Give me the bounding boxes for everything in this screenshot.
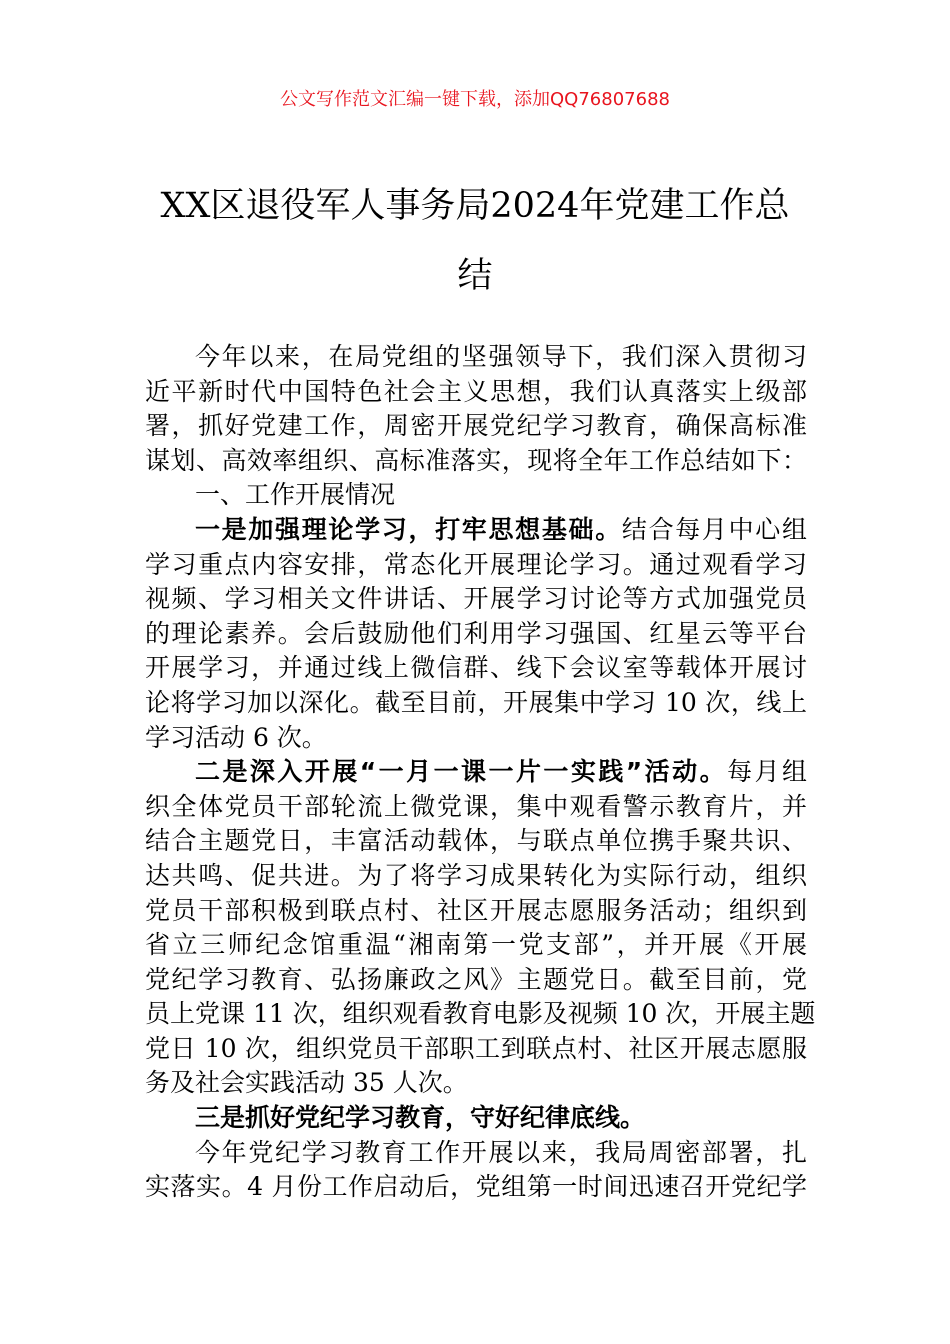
- document-title-line-1: XX区退役军人事务局2024年党建工作总: [160, 186, 790, 226]
- line-text: 党日 10 次，组织党员干部职工到联点村、社区开展志愿服: [145, 1033, 807, 1063]
- text-line: [145, 1032, 807, 1067]
- line-text: 省立三师纪念馆重温“湘南第一党支部”，并开展《开展: [145, 930, 807, 960]
- text-line: [145, 617, 807, 652]
- line-text: 的理论素养。会后鼓励他们利用学习强国、红星云等平台: [145, 618, 807, 648]
- line-text: 实落实。4 月份工作启动后，党组第一时间迅速召开党纪学: [145, 1172, 807, 1202]
- line-text: 达共鸣、促共进。为了将学习成果转化为实际行动，组织: [145, 860, 807, 890]
- line-text: 学习活动 6 次。: [145, 722, 327, 752]
- bold-heading: 三是抓好党纪学习教育，守好纪律底线。: [195, 1103, 646, 1133]
- text-line: [145, 582, 807, 617]
- text-line: [145, 963, 807, 998]
- text-line: [145, 1101, 807, 1136]
- line-text: 党员干部积极到联点村、社区开展志愿服务活动；组织到: [145, 895, 807, 925]
- document-body: [145, 340, 816, 1205]
- text-line: [145, 1136, 807, 1171]
- line-text: 论将学习加以深化。截至目前，开展集中学习 10 次，线上: [145, 687, 807, 717]
- line-text: 近平新时代中国特色社会主义思想，我们认真落实上级部: [145, 376, 807, 406]
- text-line: [145, 859, 807, 894]
- line-text: 开展学习，并通过线上微信群、线下会议室等载体开展讨: [145, 653, 807, 683]
- line-text: 结合主题党日，丰富活动载体，与联点单位携手聚共识、: [145, 826, 807, 856]
- bold-heading: 一是加强理论学习，打牢思想基础。: [195, 514, 622, 544]
- line-text: 务及社会实践活动 35 人次。: [145, 1068, 468, 1098]
- line-text: 今年党纪学习教育工作开展以来，我局周密部署，扎: [195, 1137, 807, 1167]
- document-title-line-2: 结: [457, 256, 493, 296]
- text-line: [145, 997, 816, 1032]
- text-line: [145, 444, 807, 479]
- text-line: [145, 721, 807, 756]
- line-text: 党纪学习教育、弘扬廉政之风》主题党日。截至目前，党: [145, 964, 807, 994]
- text-line: [145, 686, 807, 721]
- text-line: [145, 1170, 807, 1205]
- text-line: [145, 375, 807, 410]
- text-line: [145, 651, 807, 686]
- text-line: [145, 928, 807, 963]
- bold-heading: 二是深入开展“一月一课一片一实践”活动。: [195, 757, 728, 787]
- line-text: 谋划、高效率组织、高标准落实，现将全年工作总结如下：: [145, 445, 807, 475]
- text-line: [145, 824, 807, 859]
- text-line: [145, 894, 807, 929]
- line-text: 今年以来，在局党组的坚强领导下，我们深入贯彻习: [195, 342, 807, 371]
- text-line: [145, 513, 807, 548]
- line-text: 员上党课 11 次，组织观看教育电影及视频 10 次，开展主题: [145, 999, 816, 1029]
- line-text: 一、工作开展情况: [195, 480, 396, 510]
- text-line: [145, 340, 807, 375]
- text-line: [145, 1066, 807, 1101]
- line-text: 视频、学习相关文件讲话、开展学习讨论等方式加强党员: [145, 584, 807, 614]
- line-text: 学习重点内容安排，常态化开展理论学习。通过观看学习: [145, 549, 807, 579]
- text-line: [145, 478, 807, 513]
- download-watermark: 公文写作范文汇编一键下载，添加QQ76807688: [280, 89, 670, 110]
- text-line: [145, 755, 807, 790]
- line-text: 结合每月中心组: [621, 514, 807, 544]
- line-text: 署，抓好党建工作，周密开展党纪学习教育，确保高标准: [145, 411, 807, 441]
- text-line: [145, 409, 807, 444]
- text-line: [145, 790, 807, 825]
- line-text: 每月组: [727, 757, 807, 787]
- text-line: [145, 548, 807, 583]
- line-text: 织全体党员干部轮流上微党课，集中观看警示教育片，并: [145, 791, 807, 821]
